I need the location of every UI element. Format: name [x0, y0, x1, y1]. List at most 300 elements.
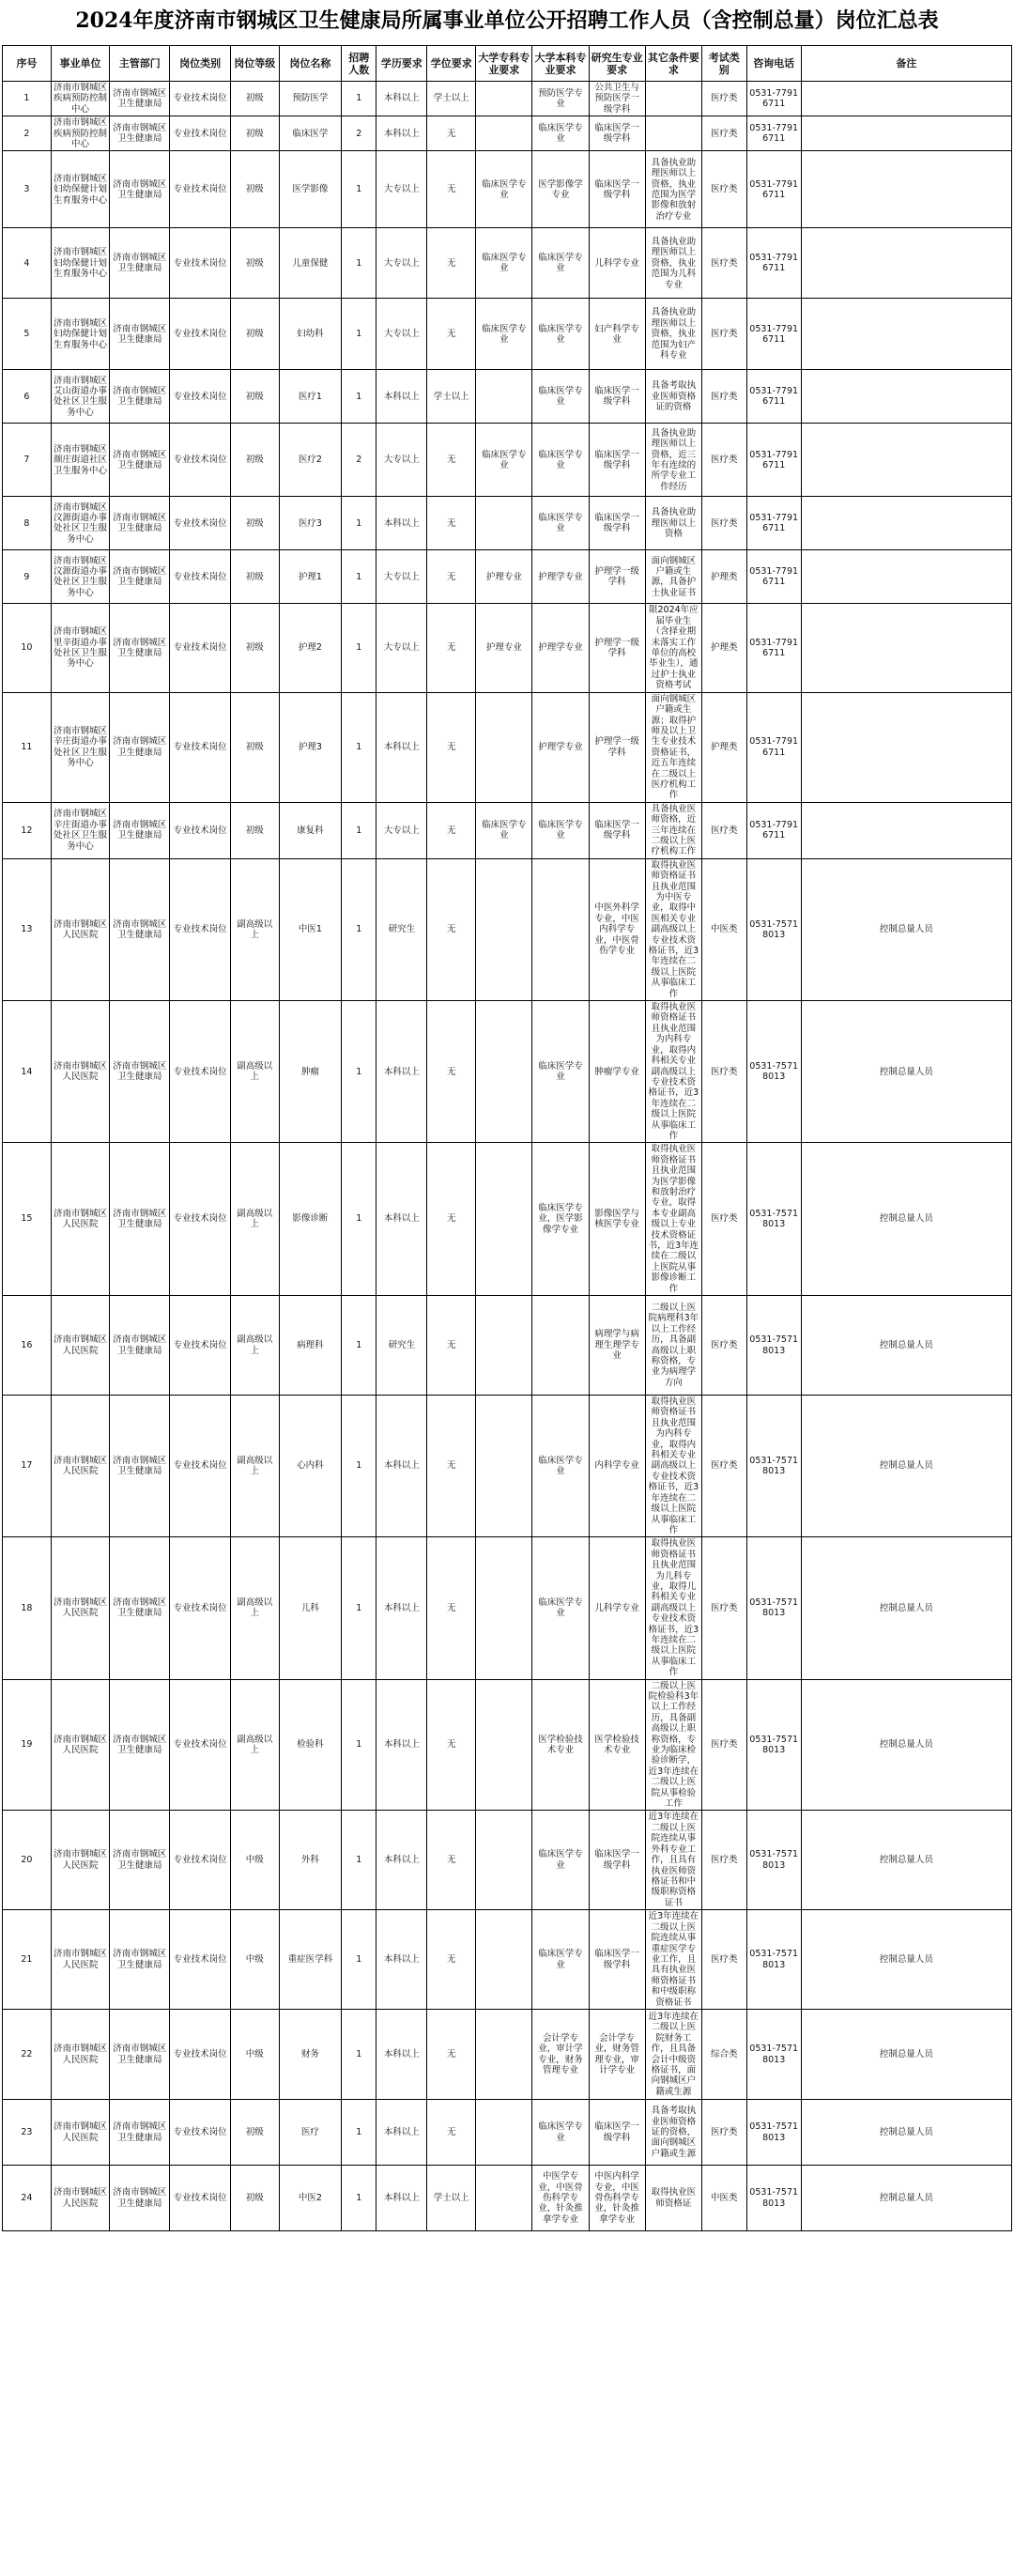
cell-degree: 无 [427, 299, 476, 370]
cell-dept: 济南市钢城区卫生健康局 [110, 1679, 170, 1811]
cell-phone: 0531-75718013 [746, 858, 801, 1000]
cell-graduate-major: 内科学专业 [589, 1396, 645, 1537]
cell-college-major [476, 858, 532, 1000]
cell-unit: 济南市钢城区人民医院 [51, 1296, 109, 1396]
cell-seq: 1 [3, 82, 52, 116]
cell-post-name: 心内科 [279, 1396, 341, 1537]
cell-post-type: 专业技术岗位 [170, 1001, 230, 1143]
cell-post-type: 专业技术岗位 [170, 1143, 230, 1296]
cell-other-requirements: 二级以上医院检验科3年以上工作经历，具备副高级以上职称资格，专业为临床检验诊断学，近3年连续在二级以上医院从事检验工作 [645, 1679, 701, 1811]
cell-bachelor-major [532, 858, 589, 1000]
cell-post-level: 初级 [230, 228, 279, 299]
cell-exam-type: 医疗类 [701, 82, 746, 116]
cell-notes [801, 116, 1011, 151]
cell-phone: 0531-77916711 [746, 604, 801, 692]
cell-degree: 无 [427, 2010, 476, 2100]
cell-dept: 济南市钢城区卫生健康局 [110, 550, 170, 604]
cell-college-major [476, 1537, 532, 1679]
cell-other-requirements: 具备执业助理医师以上资格，执业范围为儿科专业 [645, 228, 701, 299]
cell-seq: 19 [3, 1679, 52, 1811]
cell-other-requirements: 近3年连续在二级以上医院连续从事外科专业工作，且具有执业医师资格证书和中级职称资格证书 [645, 1811, 701, 1910]
cell-bachelor-major [532, 1296, 589, 1396]
cell-notes: 控制总量人员 [801, 1396, 1011, 1537]
cell-post-name: 财务 [279, 2010, 341, 2100]
cell-college-major [476, 2100, 532, 2166]
cell-graduate-major: 临床医学一级学科 [589, 116, 645, 151]
cell-dept: 济南市钢城区卫生健康局 [110, 299, 170, 370]
cell-exam-type: 综合类 [701, 2010, 746, 2100]
cell-college-major [476, 2010, 532, 2100]
cell-post-type: 专业技术岗位 [170, 550, 230, 604]
cell-post-type: 专业技术岗位 [170, 299, 230, 370]
cell-notes [801, 802, 1011, 858]
cell-post-name: 预防医学 [279, 82, 341, 116]
cell-post-type: 专业技术岗位 [170, 1296, 230, 1396]
cell-post-level: 初级 [230, 151, 279, 228]
cell-education: 本科以上 [376, 370, 427, 424]
cell-exam-type: 医疗类 [701, 299, 746, 370]
cell-phone: 0531-77916711 [746, 82, 801, 116]
cell-graduate-major: 临床医学一级学科 [589, 1910, 645, 2010]
cell-notes [801, 692, 1011, 802]
cell-count: 1 [342, 497, 376, 550]
cell-post-level: 初级 [230, 82, 279, 116]
cell-exam-type: 医疗类 [701, 1910, 746, 2010]
cell-bachelor-major: 医学检验技术专业 [532, 1679, 589, 1811]
cell-post-type: 专业技术岗位 [170, 2010, 230, 2100]
cell-other-requirements: 取得执业医师资格证书且执业范围为医学影像和放射治疗专业，取得本专业副高级以上专业技术资格证书，近3年连续在二级以上医院从事影像诊断工作 [645, 1143, 701, 1296]
cell-other-requirements: 取得执业医师资格证书且执业范围为中医专业，取得中医相关专业副高级以上专业技术资格证书，近3年连续在二级以上医院从事临床工作 [645, 858, 701, 1000]
cell-other-requirements: 具备考取执业医师资格证的资格，面向钢城区户籍或生源 [645, 2100, 701, 2166]
cell-college-major [476, 1143, 532, 1296]
cell-seq: 18 [3, 1537, 52, 1679]
cell-post-name: 医学影像 [279, 151, 341, 228]
cell-count: 1 [342, 858, 376, 1000]
table-row [3, 1910, 1012, 2010]
cell-bachelor-major: 护理学专业 [532, 692, 589, 802]
column-header: 序号 [3, 46, 52, 82]
cell-seq: 14 [3, 1001, 52, 1143]
recruitment-table [2, 45, 1012, 2231]
cell-degree: 无 [427, 151, 476, 228]
column-header: 研究生专业要求 [589, 46, 645, 82]
cell-post-name: 病理科 [279, 1296, 341, 1396]
cell-dept: 济南市钢城区卫生健康局 [110, 370, 170, 424]
cell-phone: 0531-77916711 [746, 802, 801, 858]
cell-other-requirements: 取得执业医师资格证书且执业范围为儿科专业，取得儿科相关专业副高级以上专业技术资格证书，近3年连续在二级以上医院从事临床工作 [645, 1537, 701, 1679]
cell-seq: 12 [3, 802, 52, 858]
cell-post-type: 专业技术岗位 [170, 858, 230, 1000]
cell-degree: 无 [427, 692, 476, 802]
cell-seq: 23 [3, 2100, 52, 2166]
cell-exam-type: 中医类 [701, 858, 746, 1000]
cell-unit: 济南市钢城区颜庄街道社区卫生服务中心 [51, 424, 109, 497]
cell-seq: 20 [3, 1811, 52, 1910]
cell-exam-type: 医疗类 [701, 424, 746, 497]
table-row [3, 424, 1012, 497]
cell-notes [801, 370, 1011, 424]
cell-notes: 控制总量人员 [801, 2010, 1011, 2100]
table-row [3, 2010, 1012, 2100]
cell-count: 1 [342, 604, 376, 692]
cell-bachelor-major: 护理学专业 [532, 550, 589, 604]
cell-notes [801, 497, 1011, 550]
cell-post-level: 副高级以上 [230, 858, 279, 1000]
column-header: 备注 [801, 46, 1011, 82]
column-header: 咨询电话 [746, 46, 801, 82]
cell-education: 本科以上 [376, 692, 427, 802]
cell-post-type: 专业技术岗位 [170, 2166, 230, 2231]
table-body [3, 82, 1012, 2231]
cell-graduate-major: 护理学一级学科 [589, 692, 645, 802]
cell-post-type: 专业技术岗位 [170, 424, 230, 497]
cell-post-name: 康复科 [279, 802, 341, 858]
cell-education: 大专以上 [376, 299, 427, 370]
cell-post-type: 专业技术岗位 [170, 2100, 230, 2166]
cell-post-name: 检验科 [279, 1679, 341, 1811]
cell-post-type: 专业技术岗位 [170, 1396, 230, 1537]
cell-post-type: 专业技术岗位 [170, 82, 230, 116]
cell-college-major: 护理专业 [476, 604, 532, 692]
cell-graduate-major: 病理学与病理生理学专业 [589, 1296, 645, 1396]
cell-post-level: 副高级以上 [230, 1396, 279, 1537]
cell-seq: 16 [3, 1296, 52, 1396]
cell-education: 本科以上 [376, 497, 427, 550]
cell-post-level: 初级 [230, 424, 279, 497]
cell-unit: 济南市钢城区妇幼保健计划生育服务中心 [51, 228, 109, 299]
cell-college-major: 临床医学专业 [476, 228, 532, 299]
cell-degree: 无 [427, 1679, 476, 1811]
cell-degree: 无 [427, 1296, 476, 1396]
cell-post-type: 专业技术岗位 [170, 116, 230, 151]
cell-seq: 21 [3, 1910, 52, 2010]
cell-phone: 0531-75718013 [746, 1001, 801, 1143]
cell-education: 本科以上 [376, 116, 427, 151]
cell-post-level: 初级 [230, 2166, 279, 2231]
cell-dept: 济南市钢城区卫生健康局 [110, 1143, 170, 1296]
cell-degree: 无 [427, 497, 476, 550]
cell-education: 本科以上 [376, 1001, 427, 1143]
cell-college-major: 临床医学专业 [476, 151, 532, 228]
cell-notes [801, 228, 1011, 299]
cell-graduate-major: 医学检验技术专业 [589, 1679, 645, 1811]
cell-post-level: 初级 [230, 370, 279, 424]
cell-post-type: 专业技术岗位 [170, 604, 230, 692]
cell-other-requirements [645, 116, 701, 151]
cell-post-level: 副高级以上 [230, 1679, 279, 1811]
table-row [3, 604, 1012, 692]
cell-phone: 0531-77916711 [746, 424, 801, 497]
cell-bachelor-major: 临床医学专业 [532, 1910, 589, 2010]
cell-count: 2 [342, 116, 376, 151]
cell-education: 研究生 [376, 1296, 427, 1396]
table-row [3, 2166, 1012, 2231]
cell-college-major [476, 1811, 532, 1910]
cell-education: 本科以上 [376, 1143, 427, 1296]
cell-post-name: 护理3 [279, 692, 341, 802]
table-row [3, 497, 1012, 550]
cell-graduate-major: 中医外科学专业，中医内科学专业，中医骨伤学专业 [589, 858, 645, 1000]
cell-college-major [476, 2166, 532, 2231]
cell-post-name: 医疗3 [279, 497, 341, 550]
cell-post-level: 中级 [230, 1910, 279, 2010]
cell-post-name: 肿瘤 [279, 1001, 341, 1143]
table-row [3, 1679, 1012, 1811]
cell-education: 本科以上 [376, 2166, 427, 2231]
cell-count: 1 [342, 1679, 376, 1811]
cell-post-level: 初级 [230, 299, 279, 370]
cell-education: 大专以上 [376, 604, 427, 692]
cell-post-name: 外科 [279, 1811, 341, 1910]
cell-dept: 济南市钢城区卫生健康局 [110, 424, 170, 497]
cell-college-major [476, 1396, 532, 1537]
cell-dept: 济南市钢城区卫生健康局 [110, 1296, 170, 1396]
cell-dept: 济南市钢城区卫生健康局 [110, 692, 170, 802]
cell-other-requirements: 近3年连续在二级以上医院财务工作，且具备会计中级资格证书，面向钢城区户籍或生源 [645, 2010, 701, 2100]
cell-post-type: 专业技术岗位 [170, 370, 230, 424]
cell-degree: 无 [427, 1396, 476, 1537]
cell-education: 大专以上 [376, 424, 427, 497]
cell-exam-type: 护理类 [701, 692, 746, 802]
cell-count: 1 [342, 1001, 376, 1143]
cell-phone: 0531-77916711 [746, 550, 801, 604]
cell-college-major [476, 692, 532, 802]
cell-post-name: 妇幼科 [279, 299, 341, 370]
cell-bachelor-major: 临床医学专业 [532, 802, 589, 858]
cell-post-level: 初级 [230, 802, 279, 858]
cell-degree: 无 [427, 1811, 476, 1910]
cell-count: 1 [342, 228, 376, 299]
cell-degree: 无 [427, 424, 476, 497]
cell-post-name: 中医2 [279, 2166, 341, 2231]
cell-notes [801, 82, 1011, 116]
cell-graduate-major: 影像医学与核医学专业 [589, 1143, 645, 1296]
cell-post-name: 影像诊断 [279, 1143, 341, 1296]
cell-phone: 0531-77916711 [746, 228, 801, 299]
cell-education: 大专以上 [376, 151, 427, 228]
cell-post-type: 专业技术岗位 [170, 228, 230, 299]
table-row [3, 1537, 1012, 1679]
cell-phone: 0531-75718013 [746, 2010, 801, 2100]
cell-post-level: 副高级以上 [230, 1143, 279, 1296]
cell-education: 研究生 [376, 858, 427, 1000]
cell-unit: 济南市钢城区辛庄街道办事处社区卫生服务中心 [51, 692, 109, 802]
cell-graduate-major: 护理学一级学科 [589, 550, 645, 604]
cell-bachelor-major: 临床医学专业 [532, 424, 589, 497]
cell-education: 本科以上 [376, 2010, 427, 2100]
cell-unit: 济南市钢城区艾山街道办事处社区卫生服务中心 [51, 370, 109, 424]
table-row [3, 82, 1012, 116]
cell-unit: 济南市钢城区汶源街道办事处社区卫生服务中心 [51, 497, 109, 550]
cell-exam-type: 医疗类 [701, 802, 746, 858]
cell-degree: 学士以上 [427, 370, 476, 424]
cell-count: 1 [342, 550, 376, 604]
table-row [3, 116, 1012, 151]
cell-exam-type: 医疗类 [701, 497, 746, 550]
cell-seq: 17 [3, 1396, 52, 1537]
cell-post-name: 护理2 [279, 604, 341, 692]
cell-unit: 济南市钢城区人民医院 [51, 1001, 109, 1143]
table-row [3, 858, 1012, 1000]
cell-count: 1 [342, 151, 376, 228]
cell-notes: 控制总量人员 [801, 1811, 1011, 1910]
cell-college-major [476, 1679, 532, 1811]
cell-notes: 控制总量人员 [801, 858, 1011, 1000]
column-header: 招聘人数 [342, 46, 376, 82]
cell-other-requirements: 取得执业医师资格证书且执业范围为内科专业，取得内科相关专业副高级以上专业技术资格证书，近3年连续在二级以上医院从事临床工作 [645, 1396, 701, 1537]
cell-post-name: 医疗2 [279, 424, 341, 497]
cell-other-requirements: 具备执业助理医师以上资格，近三年有连续的所学专业工作经历 [645, 424, 701, 497]
cell-notes: 控制总量人员 [801, 1910, 1011, 2010]
cell-graduate-major: 临床医学一级学科 [589, 497, 645, 550]
cell-degree: 无 [427, 1143, 476, 1296]
cell-dept: 济南市钢城区卫生健康局 [110, 802, 170, 858]
cell-degree: 无 [427, 1537, 476, 1679]
cell-exam-type: 护理类 [701, 550, 746, 604]
cell-post-type: 专业技术岗位 [170, 692, 230, 802]
cell-graduate-major: 公共卫生与预防医学一级学科 [589, 82, 645, 116]
cell-other-requirements: 二级以上医院病理科3年以上工作经历，具备副高级以上职称资格，专业为病理学方向 [645, 1296, 701, 1396]
cell-degree: 无 [427, 2100, 476, 2166]
table-row [3, 1811, 1012, 1910]
cell-dept: 济南市钢城区卫生健康局 [110, 604, 170, 692]
cell-phone: 0531-77916711 [746, 370, 801, 424]
cell-phone: 0531-75718013 [746, 2166, 801, 2231]
cell-education: 本科以上 [376, 1910, 427, 2010]
cell-graduate-major: 临床医学一级学科 [589, 1811, 645, 1910]
cell-other-requirements: 取得执业医师资格证书且执业范围为内科专业，取得内科相关专业副高级以上专业技术资格证书，近3年连续在二级以上医院从事临床工作 [645, 1001, 701, 1143]
cell-dept: 济南市钢城区卫生健康局 [110, 1910, 170, 2010]
cell-exam-type: 医疗类 [701, 370, 746, 424]
cell-notes: 控制总量人员 [801, 1296, 1011, 1396]
cell-phone: 0531-77916711 [746, 497, 801, 550]
cell-degree: 学士以上 [427, 82, 476, 116]
cell-notes [801, 550, 1011, 604]
cell-post-name: 医疗 [279, 2100, 341, 2166]
cell-post-level: 初级 [230, 2100, 279, 2166]
cell-notes [801, 151, 1011, 228]
cell-education: 大专以上 [376, 802, 427, 858]
cell-post-level: 初级 [230, 497, 279, 550]
cell-seq: 22 [3, 2010, 52, 2100]
cell-other-requirements: 近3年连续在二级以上医院连续从事重症医学专业工作，且具有执业医师资格证书和中级职称资格证书 [645, 1910, 701, 2010]
cell-bachelor-major: 临床医学专业 [532, 299, 589, 370]
cell-count: 1 [342, 2100, 376, 2166]
cell-other-requirements: 取得执业医师资格证 [645, 2166, 701, 2231]
column-header: 学位要求 [427, 46, 476, 82]
cell-bachelor-major: 会计学专业，审计学专业，财务管理专业 [532, 2010, 589, 2100]
cell-degree: 无 [427, 1910, 476, 2010]
cell-unit: 济南市钢城区人民医院 [51, 1143, 109, 1296]
cell-unit: 济南市钢城区人民医院 [51, 1910, 109, 2010]
cell-count: 1 [342, 2010, 376, 2100]
table-row [3, 1296, 1012, 1396]
cell-unit: 济南市钢城区辛庄街道办事处社区卫生服务中心 [51, 802, 109, 858]
cell-other-requirements: 面向钢城区户籍或生源；取得护师及以上卫生专业技术资格证书，近五年连续在二级以上医疗机构工作 [645, 692, 701, 802]
table-row [3, 1396, 1012, 1537]
cell-unit: 济南市钢城区疾病预防控制中心 [51, 116, 109, 151]
cell-college-major [476, 1910, 532, 2010]
cell-education: 本科以上 [376, 1811, 427, 1910]
cell-count: 1 [342, 1143, 376, 1296]
cell-exam-type: 医疗类 [701, 2100, 746, 2166]
cell-graduate-major: 妇产科学专业 [589, 299, 645, 370]
cell-notes [801, 424, 1011, 497]
cell-education: 大专以上 [376, 550, 427, 604]
cell-count: 2 [342, 424, 376, 497]
cell-seq: 6 [3, 370, 52, 424]
cell-bachelor-major: 临床医学专业，医学影像学专业 [532, 1143, 589, 1296]
cell-degree: 无 [427, 604, 476, 692]
cell-post-level: 副高级以上 [230, 1296, 279, 1396]
cell-seq: 2 [3, 116, 52, 151]
cell-exam-type: 护理类 [701, 604, 746, 692]
cell-graduate-major: 会计学专业，财务管理专业，审计学专业 [589, 2010, 645, 2100]
cell-count: 1 [342, 1811, 376, 1910]
column-header: 岗位类别 [170, 46, 230, 82]
cell-bachelor-major: 护理学专业 [532, 604, 589, 692]
cell-post-level: 副高级以上 [230, 1001, 279, 1143]
cell-exam-type: 医疗类 [701, 1296, 746, 1396]
table-row [3, 228, 1012, 299]
cell-post-level: 副高级以上 [230, 1537, 279, 1679]
cell-education: 大专以上 [376, 228, 427, 299]
cell-notes [801, 299, 1011, 370]
cell-post-name: 中医1 [279, 858, 341, 1000]
cell-count: 1 [342, 2166, 376, 2231]
cell-dept: 济南市钢城区卫生健康局 [110, 497, 170, 550]
cell-dept: 济南市钢城区卫生健康局 [110, 858, 170, 1000]
cell-college-major [476, 116, 532, 151]
cell-bachelor-major: 临床医学专业 [532, 116, 589, 151]
cell-college-major [476, 370, 532, 424]
cell-bachelor-major: 预防医学专业 [532, 82, 589, 116]
cell-notes: 控制总量人员 [801, 1537, 1011, 1679]
cell-post-type: 专业技术岗位 [170, 1910, 230, 2010]
cell-unit: 济南市钢城区妇幼保健计划生育服务中心 [51, 151, 109, 228]
cell-dept: 济南市钢城区卫生健康局 [110, 82, 170, 116]
cell-dept: 济南市钢城区卫生健康局 [110, 2166, 170, 2231]
table-row [3, 1143, 1012, 1296]
cell-exam-type: 医疗类 [701, 228, 746, 299]
cell-college-major [476, 1296, 532, 1396]
cell-exam-type: 医疗类 [701, 1001, 746, 1143]
cell-graduate-major: 临床医学一级学科 [589, 370, 645, 424]
cell-phone: 0531-77916711 [746, 151, 801, 228]
table-row [3, 1001, 1012, 1143]
cell-phone: 0531-75718013 [746, 1537, 801, 1679]
cell-college-major: 护理专业 [476, 550, 532, 604]
cell-post-name: 重症医学科 [279, 1910, 341, 2010]
cell-unit: 济南市钢城区妇幼保健计划生育服务中心 [51, 299, 109, 370]
cell-notes: 控制总量人员 [801, 1143, 1011, 1296]
column-header: 岗位等级 [230, 46, 279, 82]
cell-unit: 济南市钢城区人民医院 [51, 1811, 109, 1910]
cell-education: 本科以上 [376, 1396, 427, 1537]
cell-graduate-major: 儿科学专业 [589, 1537, 645, 1679]
column-header: 岗位名称 [279, 46, 341, 82]
cell-bachelor-major: 临床医学专业 [532, 1396, 589, 1537]
table-row [3, 299, 1012, 370]
cell-other-requirements: 具备执业助理医师以上资格，执业范围为医学影像和放射治疗专业 [645, 151, 701, 228]
cell-bachelor-major: 临床医学专业 [532, 1811, 589, 1910]
cell-post-type: 专业技术岗位 [170, 802, 230, 858]
cell-college-major [476, 82, 532, 116]
cell-post-type: 专业技术岗位 [170, 1537, 230, 1679]
cell-post-level: 初级 [230, 550, 279, 604]
table-row [3, 550, 1012, 604]
cell-education: 本科以上 [376, 82, 427, 116]
